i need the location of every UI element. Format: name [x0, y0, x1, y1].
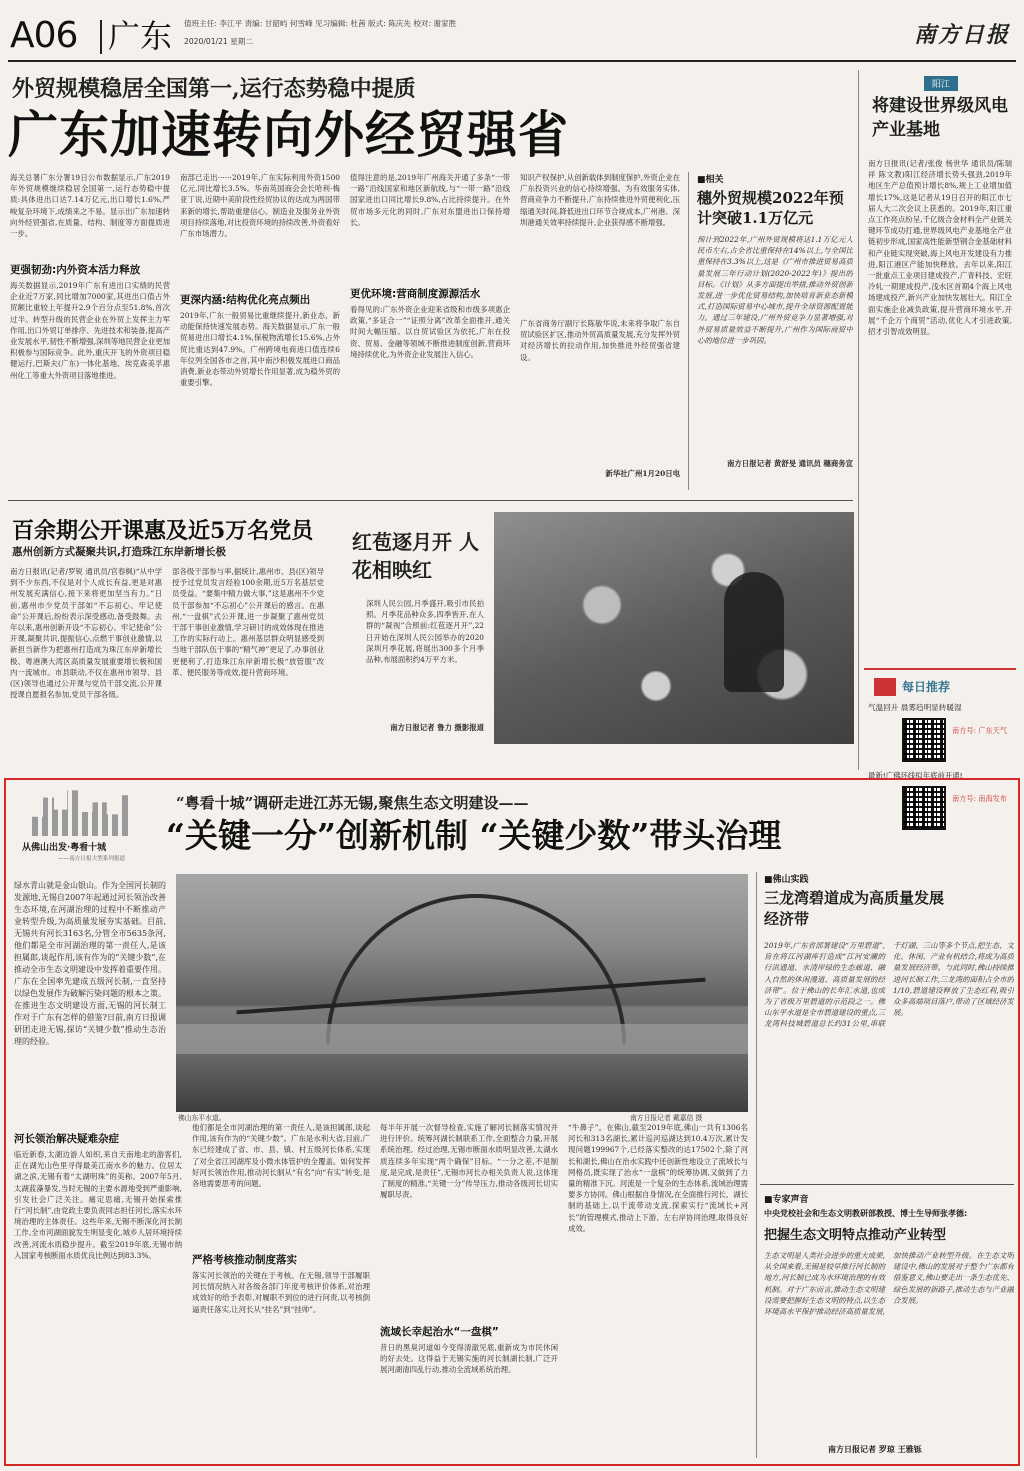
lead-subhead: 更强韧劲:内外资本活力释放 — [10, 264, 141, 276]
expert-rule — [760, 1184, 1014, 1185]
yangjiang-column — [864, 72, 1016, 803]
feature-headline: “关键一分”创新机制 “关键少数”带头治理 — [166, 816, 782, 855]
lead-headline: 广东加速转向外经贸强省 — [8, 105, 569, 164]
photo-caption: 佛山东平水道。 — [178, 1114, 226, 1122]
skyline-graphic — [32, 788, 142, 836]
feature-paragraph: 每半年开展一次督导检查,实施了解河长制落实情况并进行评价。统筹河湖长制联系工作,全面整合力量,开展系统治理。经过治理,无锡市断面水质明显改善,太湖水质连续多年实现“两个确保”目标。“一分之差,不是制度,是完成,是责任”,无锡市河长办相关负责人说,这体现了制度的精准,“关键一分”传导压力,推动各级河长切实履职尽责。 — [380, 1123, 558, 1200]
column-rule — [858, 70, 859, 770]
section-title: 广东 — [108, 17, 173, 55]
bridge-photo — [176, 874, 748, 1112]
lead-paragraph: 南部已走出······2019年,广东实际利用外资1500亿元,同比增长3.5%。华南英国商会会长哈利·梅亚丁说,近期中美阶段性经贸协议的达成为两国带来新的增长,帮助重建信心。制造业及服务业外资项目持续落地,对比投资环境的持续改善,外资看好广东市场潜力。 — [180, 173, 340, 239]
page-header — [8, 10, 1016, 60]
issue-date: 2020/01/21 星期二 — [184, 37, 253, 46]
feature-paragraph: 落实河长领治的关键在于考核。在无锡,领导干部履职河长情况纳入对各级各部门年度考核评价体系,对治理成效好的给予表彰,对履职不到位的进行问责,以考核倒逼责任落实,让河长从“挂名”到“挂帅”。 — [192, 1271, 370, 1314]
related-body: 预计到2022年,广州外贸规模将达1.1万亿元人民币左右,占全省比重保持在14%以上,与全国比重保持在3.3%以上,这是《广州市推进贸易高质量发展三年行动计划(2020-2022年)》提出的目标。《计划》从多方面提出举措,推动外贸创新发展,进一步优化贸易结构,加快培育新业态新模式,打造国际贸易中心城市,提升全球资源配置能力。通过三年建设,广州外贸竞争力显著增强,对外贸易质量效益不断提升,广州作为国际商贸中心的地位进一步巩固。 — [697, 235, 853, 345]
recommend-title: 每日推荐 — [902, 680, 951, 694]
right-headline: 三龙湾碧道成为高质量发展经济带 — [764, 889, 945, 928]
qr-code-weather[interactable] — [902, 718, 946, 762]
flower-garden-photo — [494, 512, 854, 744]
header-divider — [100, 20, 102, 54]
expert-body: 生态文明是人类社会进步的重大成果,从全国来看,无锡是较早推行河长制的地方,河长制已成为水环境治理的有效机制。对于广东而言,推动生态文明建设需要把握好生态文明的特点,以生态环境高水平保护推动经济高质量发展,加快推动产业转型升级。在生态文明建设中,佛山的发展对于整个广东都有借鉴意义,佛山要走出一条生态优先、绿色发展的新路子,推动生态与产业融合发展。 — [764, 1251, 1014, 1317]
expert-headline: 把握生态文明特点推动产业转型 — [764, 1228, 947, 1243]
header-rule — [8, 60, 1016, 62]
related-byline: 南方日报记者 黄舒旻 通讯员 穗商务宣 — [727, 459, 853, 468]
expert-sub: 中央党校社会和生态文明教研部教授、博士生导师张孝德: — [764, 1209, 968, 1218]
feature-paragraph: 临近新春,太湖边游人如织,来自天南地北的游客们,正在湖光山色里寻得最美江南水乡的魅力。位居太湖之滨,无锡有着“太湖明珠”的美称。2007年5月,太湖蓝藻暴发,当时无锡的主要水源地受到严重影响,引发社会广泛关注。痛定思痛,无锡开始探索推行“河长制”,由党政主要负责同志担任河长,落实水环境治理的主体责任。这些年来,无锡不断深化河长制工作,全市河湖面貌发生明显变化,城乡人居环境持续改善,河流水质稳步提升。截至2019年底,无锡市纳入国家考核断面水质优良比例达到83.3%。 — [14, 1150, 182, 1260]
flowers-byline: 南方日报记者 鲁力 摄影报道 — [390, 723, 484, 732]
qr-label: 南方号: 南海发布 — [952, 794, 1008, 803]
feature-column-rule — [756, 872, 757, 1458]
lead-paragraph: 2019年,广东一般贸易比重继续提升,新业态、新动能保持快速发展态势。海关数据显示,广东一般贸易进出口增长4.1%,保税物流增长15.6%,占外贸比重达到47.9%。广州跨境电商进口值连续6年位列全国各市之首,其中南沙积极发展进口商品消费,新业态带动外贸增长作用显著,成为稳外贸的重要引擎。 — [180, 311, 340, 388]
series-logo — [18, 786, 158, 862]
editors-line: 值班主任: 李江平 责编: 甘韶屿 何雪峰 见习编辑: 杜茜 版式: 陈庆先 校对: 谢家胜 — [184, 19, 457, 28]
lead-paragraph: 看得见的:广东外资企业迎来省级和市级多项惠企政策,“多证合一”“证照分离”改革全面推开,通关时间大幅压缩。以自贸试验区为依托,广东在投资、贸易、金融等领域不断推进制度创新,营商环境持续优化,为外资企业发展注入信心。 — [350, 305, 510, 359]
feature-subhead: 严格考核推动制度落实 — [192, 1254, 297, 1266]
feature-body — [14, 1123, 750, 1460]
flowers-box — [344, 510, 854, 744]
lead-paragraph: 值得注意的是,2019年广州海关开通了多条“一带一路”沿线国家和地区新航线,与“一带一路”沿线国家进出口同比增长9.8%,占比持续提升。在外贸市场多元化的同时,广东对东盟进出口保持增长。 — [350, 173, 510, 227]
lead-paragraph: 海关总署广东分署19日公布数据显示,广东2019年外贸规模继续稳居全国第一,运行态势稳中提质:具体进出口达7.14万亿元,出口增长1.6%,严峻复杂环境下,成绩来之不易。显示出广东加速转向外经贸强省,在质量、结构、制度等方面提质进一步。 — [10, 173, 170, 239]
lead-paragraph: 海关数据显示,2019年广东有进出口实绩的民营企业近7万家,同比增加7000家,其进出口值占外贸额比重较上年提升2.9个百分点至51.8%,首次过半。转型升级的民营企业在外贸上发挥主力军作用,出口外贸订单排序、先进技术和装备,提高产业发展水平,韧性不断增强,深圳等地民营企业更加积极参与国际竞争。此外,重庆开飞的外资项目稳健运行,巴斯夫(广东)一体化基地、埃克森美孚惠州化工等重大外资项目落地推进。 — [10, 281, 170, 380]
feature-subhead: 河长领治解决疑难杂症 — [14, 1133, 119, 1145]
related-box — [688, 172, 853, 490]
feature-paragraph: 昔日的黑臭河道如今变得清澈见底,重新成为市民休闲的好去处。这得益于无锡实施的河长制湖长制,广泛开展河湖清四乱行动,推动全流域系统治理。 — [380, 1343, 558, 1375]
yangjiang-body: 南方日报讯(记者/张俊 杨世华 通讯员/陈瑞祥 陈文教)阳江经济增长势头强劲,2019年地区生产总值预计增长8%,规上工业增加值增长17%,这是记者从19日召开的阳江市七届人大二次会议上获悉的。2019年,阳江重点工作亮点纷呈,千亿级合金材料全产业链关键环节成功打通,世界级风电产业基地全产业链初步形成,国家高性能新型钢合金基础材料和产业链实现突破,海上风电开发建设有力推进,阳江港区产能加快释放。去年以来,阳江一批重点工业项目建成投产,广青科技、宏旺冷轧一期建成投产,浅水区首期4个海上风电场建成投产,新兴产业加快发展壮大。阳江全面实施企业减负政策,提升营商环境水平,开展“千企万个商贸”活动,优化人才引进政策,招才引智成效明显。 — [868, 159, 1012, 337]
lead-subhead: 更深内涵:结构优化亮点频出 — [180, 294, 311, 306]
related-headline: 穗外贸规模2022年预计突破1.1万亿元 — [697, 189, 844, 227]
river — [176, 1024, 748, 1054]
feature-byline: 南方日报记者 罗琼 王雅铄 — [828, 1445, 922, 1454]
recommend-item: 最新!广佛环线拟年底前开通! — [868, 771, 963, 780]
series-logo-sub: ——南方日报大型系列报道 — [58, 856, 126, 862]
section-rule — [8, 500, 853, 501]
page-number: A06 — [10, 15, 78, 56]
qr-label: 南方号: 广东天气 — [952, 726, 1008, 735]
recommend-logo — [874, 678, 896, 696]
huizhou-headline: 百余期公开课惠及近5万名党员 — [12, 518, 314, 544]
lead-paragraph: 广东省商务厅副厅长陈敏华说,未来将争取广东自贸试验区扩区,推动外贸高质量发展,充分发挥外贸对经济增长的拉动作用,加快推进外经贸强省建设。 — [520, 319, 680, 362]
feature-subhead: 流域长幸起治水“一盘棋” — [380, 1326, 499, 1338]
newspaper-logo: 南方日报 — [913, 22, 1010, 48]
right-tag: ■佛山实践 — [764, 875, 809, 885]
expert-tag: ■专家声音 — [764, 1195, 809, 1205]
feature-paragraph: “牛鼻子”。在佛山,截至2019年底,佛山一共有1306名河长和313名湖长,累计巡河巡湖达到10.4万次,累计发现问题199967个,已经落实整改的达17502个,除了河长和湖长,佛山在治水实践中还创新性地设立了流域长与网格员,既实现了治水“一盘棋”的统筹协调,又做到了力量的精准下沉。河流是一个复杂的生态体系,流域治理需要多方协同。佛山根据自身情况,在全面推行河长、湖长制的基础上,以干流带动支流,探索实行“流域长+河长”的管理模式,推动上下游、左右岸协同治理,取得良好成效。 — [568, 1123, 748, 1233]
lead-body — [10, 172, 680, 492]
feature-paragraph: 他们都是全市河湖治理的第一责任人,是该担属郎,谈起作用,该有作为的“关键少数”。广东是水利大省,目前,广东已经建成了省、市、县、镇、村五级河长体系,实现了对全省江河湖库及小微水体管护的全覆盖。如何发挥好河长领治作用,推动河长制从“有名”向“有实”转变,是各地需要思考的问题。 — [192, 1123, 370, 1189]
region-tag: 阳江 — [924, 76, 958, 91]
yangjiang-headline: 将建设世界级风电产业基地 — [872, 96, 1008, 140]
series-logo-title: 从佛山出发·粤看十城 — [22, 843, 107, 853]
huizhou-subhead: 惠州创新方式凝聚共识,打造珠江东岸新增长极 — [12, 546, 226, 558]
recommend-item: 气温回升 晨雾趋明显转暖湿 — [868, 703, 962, 712]
right-body: 2019年,广东省部署建设“万里碧道”,旨在将江河湖库打造成“江河安澜的行洪通道、水清岸绿的生态廊道、融入自然的休闲漫道、高质量发展的经济带”。位于佛山的长年汇水道,也成为了省级万里碧道的示范段之一。佛山东平水道是全市碧道建设的重点,三龙湾科技城碧道总长约31公里,串联千灯湖、三山等多个节点,把生态、文化、休闲、产业有机结合,将成为高质量发展经济带。与此同时,佛山持续推进河长制工作,三龙湾的面积占全市的1/10,碧道建设释放了生态红利,吸引众多高端项目落户,带动了区域经济发展。 — [764, 941, 1014, 1029]
photo-credit: 南方日报记者 戴嘉信 摄 — [630, 1114, 703, 1122]
flowers-caption: 深圳人民公园,月季盛开,吸引市民拍照。月季花品种众多,四季皆开,在人群的“凝视”合照前:红苞逐月开”,22日开始在深圳人民公园举办的2020深圳月季花展,将展出300多个月季品种,布展面积约4万平方米。 — [366, 599, 484, 665]
huizhou-paragraph: 部各级干部参与率,据统计,惠州市、县(区)领导授予过党员发言经验100余期,近5万名基层党员受益。“要集中精力做大事,”这是惠州不少党员干部参加“不忘初心”公开课后的感言。在惠州,“一盘棋”式公开课,进一步凝聚了惠州党员干部干事创业激情,学习研讨的成效体现在推进工作的实际行动上。惠州基层群众明显感受到当地干部队伍干事的“精气神”更足了,办事创业更便利了,打造珠江东岸新增长极“放管服”改革、便民服务等成效,提升营商环境。 — [172, 567, 324, 677]
feature-intro: 绿水青山就是金山银山。作为全国河长制的发源地,无锡自2007年起通过河长领治改善生态环境,在河湖治理的过程中不断推动产业转型升级,为高质量发展夯实基础。目前,无锡共有河长3163名,分管全市5635条河,他们都是全市河湖治理的第一责任人,是该担属郎,谈起作用,该有作为的“关键少数”,在推动全市生态文明建设中发挥着重要作用。广东在全国率先建成五级河长制,一直坚持以绿色发展作为破解污染问题的根本之策。在推进生态文明建设方面,无锡的河长制工作对于广东有怎样的借鉴?日前,南方日报调研团走进无锡,探访“关键少数”推动生态治理的经验。 — [14, 881, 166, 1046]
related-tag: ■相关 — [697, 175, 724, 185]
feature-kicker: “粤看十城”调研走进江苏无锡,聚焦生态文明建设—— — [176, 794, 529, 812]
bridge-arch — [326, 894, 626, 1044]
lead-paragraph: 知识产权保护,从创新载体到制度保护,外资企业在广东投资兴业的信心持续增强。为有效服务实体,营商竞争力不断提升,广东持续推进外贸便利化,压缩通关时间,降低进出口环节合规成本,广州港、深圳港通关效率持续提升,企业获得感不断增强。 — [520, 173, 680, 227]
lead-subhead: 更优环境:营商制度源源活水 — [350, 288, 481, 300]
person-silhouette — [724, 572, 784, 692]
flowers-headline: 红苞逐月开 人花相映红 — [352, 530, 479, 582]
lead-byline: 新华社广州1月20日电 — [605, 469, 680, 478]
lead-kicker: 外贸规模稳居全国第一,运行态势稳中提质 — [12, 76, 416, 102]
huizhou-paragraph: 南方日报讯(记者/罗锐 通讯员/官春枫)“从中学到不少东西,不仅是对个人成长有益,更是对惠州发展充满信心,接下来将更加坚当有力。”日前,惠州市少党员干部如“不忘初心、牢记使命”公开课后,纷纷表示深受感动,备受鼓舞。去年以来,惠州创新开设“不忘初心、牢记使命”公开课,凝聚共识,提振信心,点燃干事创业激情,以新担当新作为把惠州打造成为珠江东岸新增长极、粤港澳大湾区高质量发展重要增长极和国内一流城市。市县联动,不仅在惠州市领导、县(区)领导也通过公开课与党员干部交流,公开课授课自愿报名参加,党员干部各级。 — [10, 567, 162, 700]
